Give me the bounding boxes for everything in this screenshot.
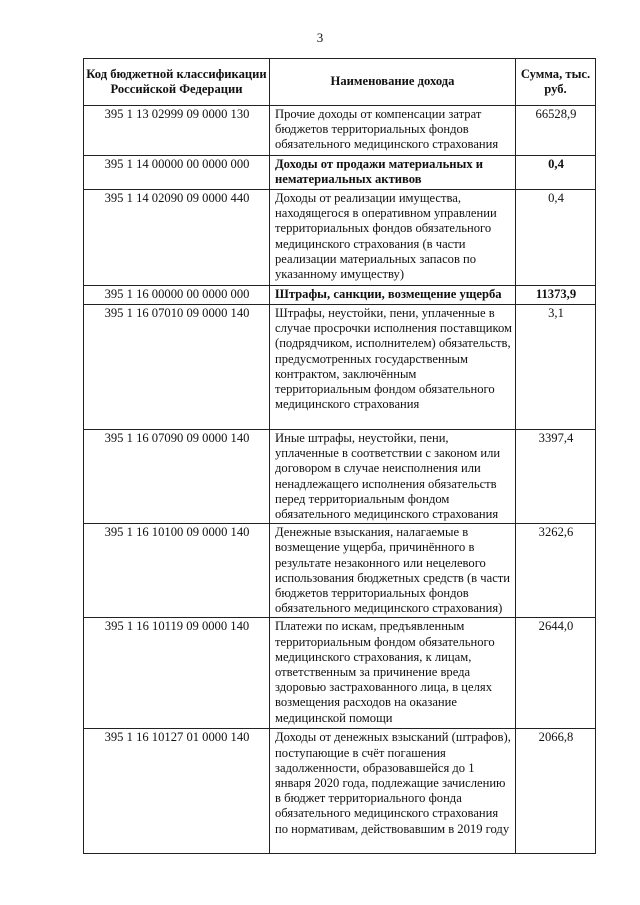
row-sum: 3397,4 [516,430,596,524]
row-sum: 2644,0 [516,618,596,729]
row-code: 395 1 16 10127 01 0000 140 [84,729,270,854]
table-row [84,156,596,190]
row-code: 395 1 16 07010 09 0000 140 [84,305,270,430]
row-code: 395 1 16 00000 00 0000 000 [84,286,270,305]
table-row [84,524,596,618]
row-sum: 0,4 [516,156,596,190]
row-name: Прочие доходы от компенсации затрат бюджетов территориальных фондов обязательного медицинского страхования [270,106,516,156]
table-row [84,729,596,854]
row-sum: 2066,8 [516,729,596,854]
table-row [84,286,596,305]
row-name: Платежи по искам, предъявленным территориальным фондом обязательного медицинского страхования, к лицам, ответственным за причинение вреда здоровью застрахованного лица, в целях возмещения расходов на оказание медицинской помощи [270,618,516,729]
header-code: Код бюджетной классификации Российской Федерации [84,59,270,106]
table-row [84,190,596,286]
table-row [84,430,596,524]
row-name: Доходы от продажи материальных и нематериальных активов [270,156,516,190]
row-name: Доходы от реализации имущества, находящегося в оперативном управлении территориальных фондов обязательного медицинского страхования (в части реализации материальных запасов по указанному имуществу) [270,190,516,286]
row-code: 395 1 16 07090 09 0000 140 [84,430,270,524]
table-row [84,305,596,430]
row-name: Денежные взыскания, налагаемые в возмещение ущерба, причинённого в результате незаконного или нецелевого использования бюджетных средств (в части бюджетов территориальных фондов обязательного медицинского страхования) [270,524,516,618]
row-name: Штрафы, санкции, возмещение ущерба [270,286,516,305]
table-header-row [84,59,596,106]
row-name: Иные штрафы, неустойки, пени, уплаченные в соответствии с законом или договором в случае неисполнения или ненадлежащего исполнения обязательств перед территориальным фондом обязательного медицинского страхования [270,430,516,524]
header-name: Наименование дохода [270,59,516,106]
table-row [84,618,596,729]
table-row [84,106,596,156]
row-code: 395 1 16 10100 09 0000 140 [84,524,270,618]
row-name: Штрафы, неустойки, пени, уплаченные в случае просрочки исполнения поставщиком (подрядчиком, исполнителем) обязательств, предусмотренных государственным контрактом, заключённым территориальным фондом обязательного медицинского страхования [270,305,516,430]
row-code: 395 1 13 02999 09 0000 130 [84,106,270,156]
page-number: 3 [316,30,324,45]
row-name: Доходы от денежных взысканий (штрафов), поступающие в счёт погашения задолженности, образовавшейся до 1 января 2020 года, подлежащие зачислению в бюджет территориального фонда обязательного медицинского страхования по нормативам, действовавшим в 2019 году [270,729,516,854]
row-sum: 11373,9 [516,286,596,305]
row-sum: 0,4 [516,190,596,286]
budget-income-table [83,58,596,854]
row-sum: 66528,9 [516,106,596,156]
row-code: 395 1 16 10119 09 0000 140 [84,618,270,729]
row-sum: 3262,6 [516,524,596,618]
row-code: 395 1 14 02090 09 0000 440 [84,190,270,286]
row-code: 395 1 14 00000 00 0000 000 [84,156,270,190]
header-sum: Сумма, тыс. руб. [516,59,596,106]
row-sum: 3,1 [516,305,596,430]
